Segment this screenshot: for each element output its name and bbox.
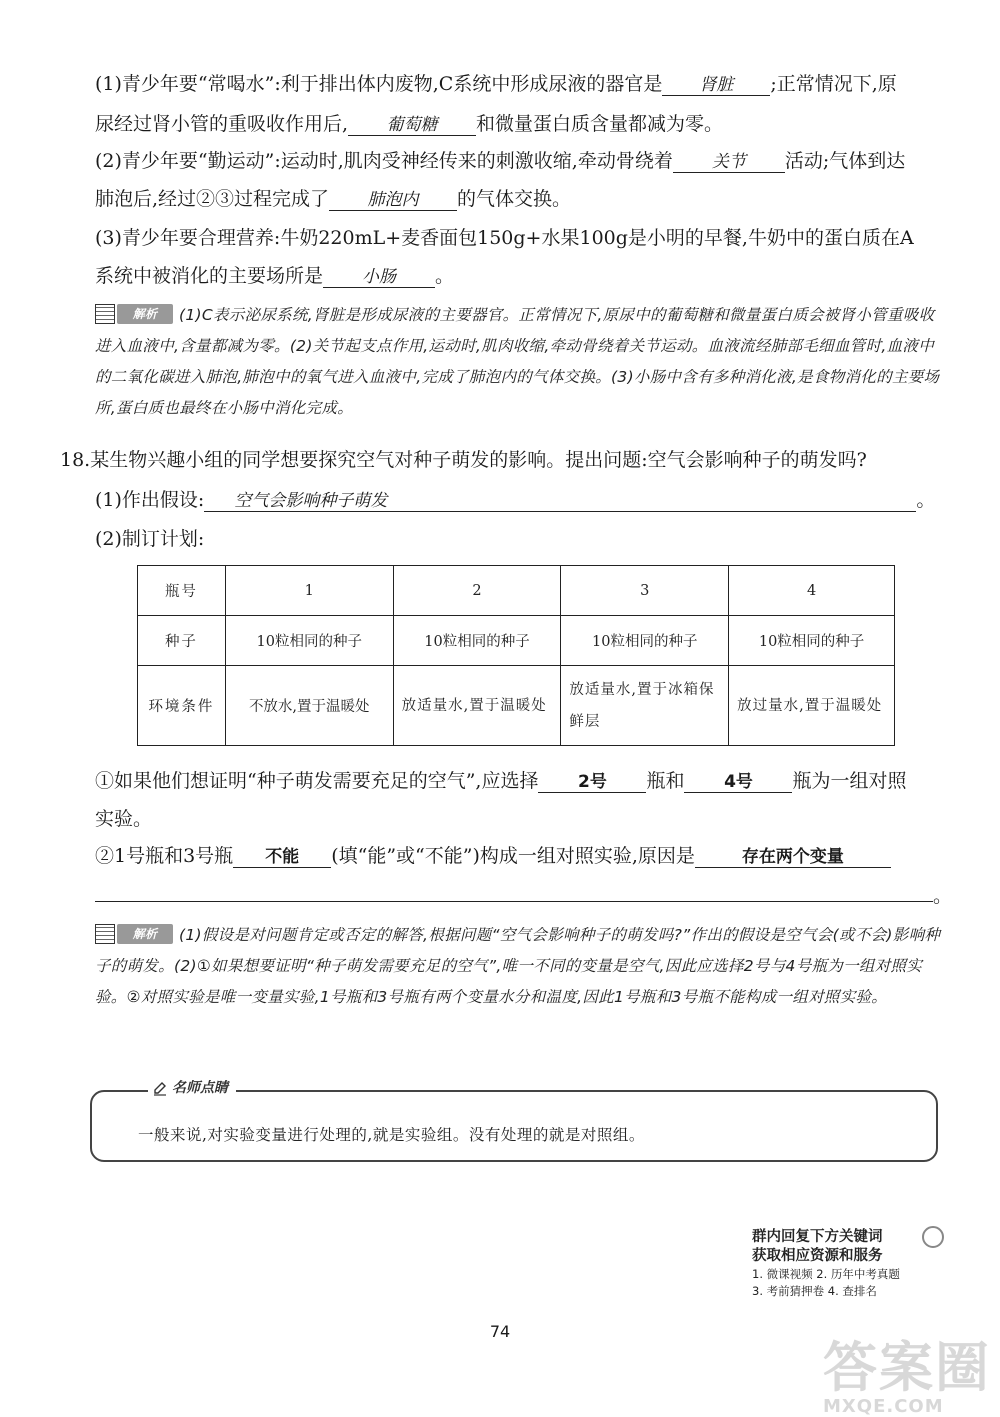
promo-line-2: 获取相应资源和服务: [752, 1248, 883, 1264]
q18-stem: 18.某生物兴趣小组的同学想要探究空气对种子萌发的影响。提出问题:空气会影响种子的萌发吗?: [60, 449, 867, 471]
analysis-label: 解析: [117, 924, 173, 944]
q17-part1-text-3: 尿经过肾小管的重吸收作用后,: [95, 113, 349, 135]
q18-hypothesis-line: [95, 491, 945, 512]
q18-answer-continuation[interactable]: [95, 900, 933, 902]
row-header-seeds: 种子: [138, 616, 226, 666]
q18-control2-end: 。: [933, 885, 953, 907]
q18-answer-cannot[interactable]: 不能: [233, 849, 331, 868]
q17-part2-text-4: 的气体交换。: [457, 188, 572, 210]
table-row: [138, 566, 895, 616]
q18-control2-text: ②1号瓶和3号瓶: [95, 845, 234, 867]
q17-answer-alveoli[interactable]: 肺泡内: [329, 192, 457, 211]
q18-control-line2: 实验。: [95, 808, 153, 830]
q18-control-line1: [95, 772, 945, 793]
condition-cell: 放适量水,置于冰箱保鲜层: [561, 666, 729, 746]
promo-line-1: 群内回复下方关键词: [752, 1229, 883, 1245]
q17-part2-line2: [95, 190, 945, 211]
analysis-badge: [95, 924, 175, 944]
seed-cell: 10粒相同的种子: [729, 616, 895, 666]
resource-promo: [752, 1228, 932, 1300]
teacher-tip-title-text: 名师点睛: [172, 1080, 228, 1096]
q18-hypothesis-answer[interactable]: 空气会影响种子萌发: [204, 493, 916, 512]
row-header-bottle: 瓶号: [138, 566, 226, 616]
bottle-number: 2: [393, 566, 561, 616]
condition-cell: 放适量水,置于温暖处: [393, 666, 561, 746]
q17-part2-text-3: 肺泡后,经过②③过程完成了: [95, 188, 330, 210]
watermark-logo: [823, 1336, 991, 1417]
bottle-number: 4: [729, 566, 895, 616]
q18-control-text-3: 瓶为一组对照: [792, 770, 907, 792]
q17-part3-text: 系统中被消化的主要场所是: [95, 265, 324, 287]
q18-answer-bottle-2[interactable]: 2号: [538, 774, 646, 793]
bottle-number: 3: [561, 566, 729, 616]
teacher-tip-title: [148, 1077, 236, 1097]
seed-cell: 10粒相同的种子: [561, 616, 729, 666]
q17-answer-glucose[interactable]: 葡萄糖: [348, 117, 476, 136]
q17-answer-small-intestine[interactable]: 小肠: [323, 269, 435, 288]
condition-cell: 放过量水,置于温暖处: [729, 666, 895, 746]
q17-part2-text: (2)青少年要“勤运动”:运动时,肌肉受神经传来的刺激收缩,牵动骨绕着: [95, 150, 673, 172]
q17-part2-line1: [95, 152, 945, 173]
q17-answer-joint[interactable]: 关节: [673, 154, 785, 173]
book-icon: [95, 924, 115, 944]
q17-part3-text-2: 。: [435, 265, 455, 287]
analysis-text-1: (1)C表示泌尿系统,肾脏是形成尿液的主要器官。正常情况下,原尿中的葡萄糖和微量蛋白质会被肾小管重吸收进入血液中,含量都减为零。(2)关节起支点作用,运动时,肌肉收缩,牵动骨绕着关节运动。血液流经肺部毛细血管时,血液中的二氧化碳进入肺泡,肺泡中的氧气进入血液中,完成了肺泡内的气体交换。(3)小肠中含有多种消化液,是食物消化的主要场所,蛋白质也最终在小肠中消化完成。: [95, 306, 940, 417]
q17-answer-kidney[interactable]: 肾脏: [662, 77, 770, 96]
analysis-block-1: [95, 300, 945, 424]
row-header-conditions: 环境条件: [138, 666, 226, 746]
watermark-big: 答案圈: [823, 1336, 991, 1399]
q17-part3-line2: [95, 267, 945, 288]
analysis-block-2: [95, 920, 945, 1013]
q18-hypothesis-label: (1)作出假设:: [95, 489, 205, 511]
table-row: [138, 616, 895, 666]
pen-icon: [152, 1080, 168, 1096]
condition-cell: 不放水,置于温暖处: [225, 666, 393, 746]
q17-part1-line1: [95, 75, 945, 96]
bottle-number: 1: [225, 566, 393, 616]
q18-answer-two-variables[interactable]: 存在两个变量: [695, 849, 891, 868]
book-icon: [95, 304, 115, 324]
table-row: [138, 666, 895, 746]
seed-cell: 10粒相同的种子: [225, 616, 393, 666]
analysis-badge: [95, 304, 175, 324]
analysis-label: 解析: [117, 304, 173, 324]
q18-hypothesis-end: 。: [916, 489, 936, 511]
analysis-text-2: (1)假设是对问题肯定或否定的解答,根据问题“空气会影响种子的萌发吗?”作出的假设是空气会(或不会)影响种子的萌发。(2)①如果想要证明“种子萌发需要充足的空气”,唯一不同的变量是空气,因此应选择2号与4号瓶为一组对照实验。②对照实验是唯一变量实验,1号瓶和3号瓶有两个变量水分和温度,因此1号瓶和3号瓶不能构成一组对照实验。: [95, 926, 941, 1006]
promo-items-1: 1. 微课视频 2. 历年中考真题: [752, 1267, 900, 1281]
teacher-tip-text: 一般来说,对实验变量进行处理的,就是实验组。没有处理的就是对照组。: [138, 1126, 645, 1144]
q17-part1-text-4: 和微量蛋白质含量都减为零。: [476, 113, 724, 135]
q17-part3-line1: (3)青少年要合理营养:牛奶220mL+麦香面包150g+水果100g是小明的早餐,牛奶中的蛋白质在A: [95, 227, 914, 249]
promo-items-2: 3. 考前猜押卷 4. 查排名: [752, 1284, 877, 1298]
q17-part1-text-2: ;正常情况下,原: [770, 73, 897, 95]
q18-control2-line2: [95, 885, 953, 907]
magnifier-icon: [922, 1226, 944, 1248]
q17-part1-line2: [95, 115, 945, 136]
q18-control-text-2: 瓶和: [646, 770, 685, 792]
experiment-plan-table: [137, 565, 895, 746]
q18-plan-label: (2)制订计划:: [95, 528, 205, 550]
q18-control2-text-2: (填“能”或“不能”)构成一组对照实验,原因是: [331, 845, 695, 867]
page-number: 74: [489, 1322, 511, 1341]
q17-part1-text: (1)青少年要“常喝水”:利于排出体内废物,C系统中形成尿液的器官是: [95, 73, 663, 95]
q18-answer-bottle-4[interactable]: 4号: [684, 774, 792, 793]
q17-part2-text-2: 活动;气体到达: [784, 150, 906, 172]
watermark-small: MXQE.COM: [823, 1396, 944, 1417]
q18-control2-line1: [95, 847, 945, 868]
q18-control-text: ①如果他们想证明“种子萌发需要充足的空气”,应选择: [95, 770, 539, 792]
seed-cell: 10粒相同的种子: [393, 616, 561, 666]
